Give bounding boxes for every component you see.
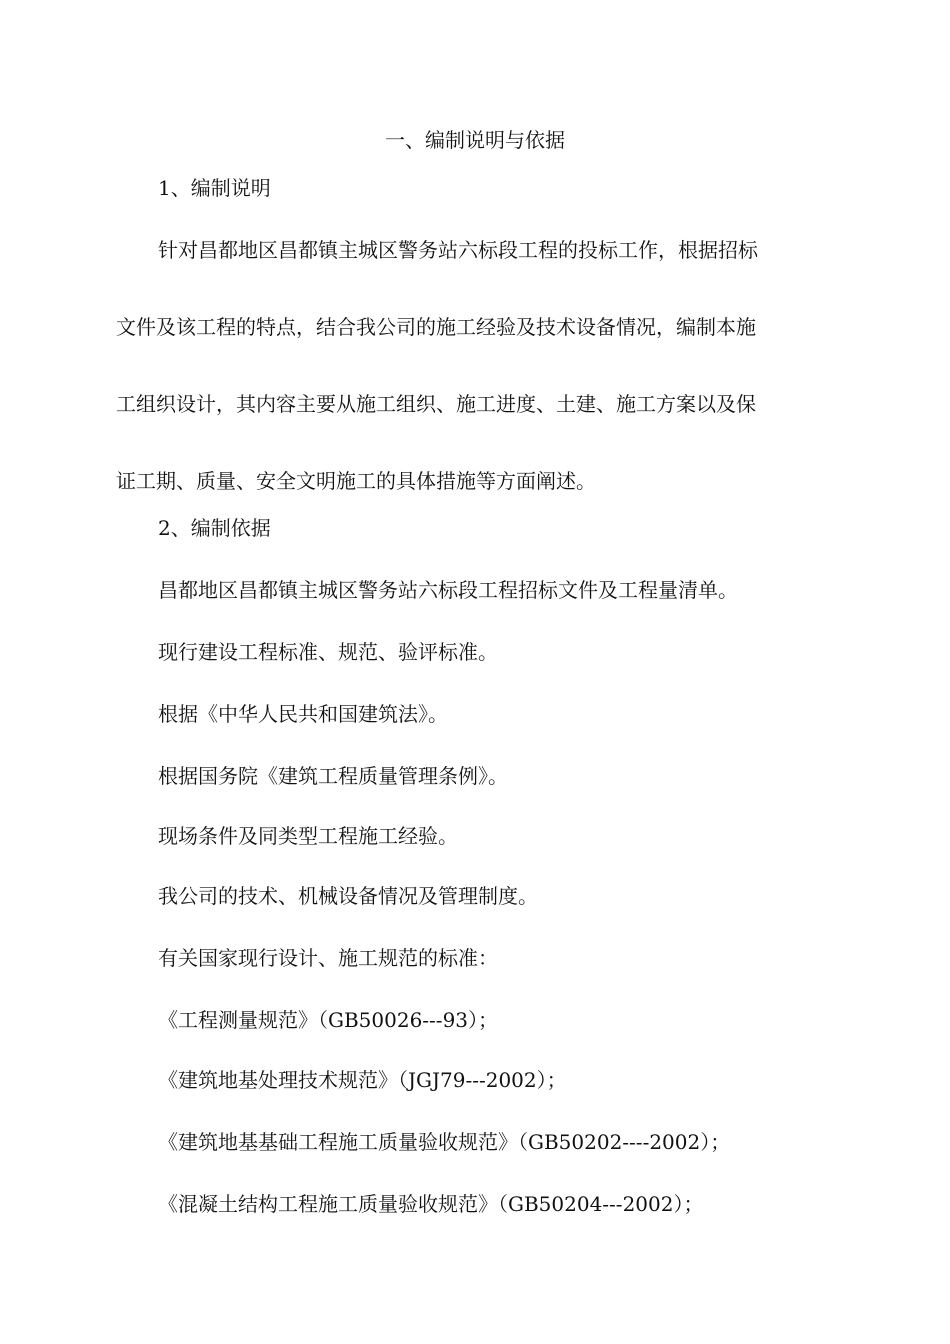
paragraph-line: 文件及该工程的特点，结合我公司的施工经验及技术设备情况，编制本施 (116, 315, 756, 339)
basis-item: 现行建设工程标准、规范、验评标准。 (158, 640, 498, 664)
standard-item: 《建筑地基处理技术规范》（JGJ79---2002）； (158, 1068, 567, 1092)
paragraph-line: 证工期、质量、安全文明施工的具体措施等方面阐述。 (116, 469, 596, 493)
standard-item: 《混凝土结构工程施工质量验收规范》（GB50204---2002）； (158, 1192, 704, 1216)
basis-item: 根据《中华人民共和国建筑法》。 (158, 702, 448, 726)
basis-item: 现场条件及同类型工程施工经验。 (158, 824, 458, 848)
section-1-paragraph (116, 234, 838, 497)
section-heading-1: 1、编制说明 (158, 176, 271, 200)
basis-item: 根据国务院《建筑工程质量管理条例》。 (158, 764, 508, 788)
standard-item: 《建筑地基基础工程施工质量验收规范》（GB50202----2002）； (158, 1130, 731, 1154)
basis-item: 昌都地区昌都镇主城区警务站六标段工程招标文件及工程量清单。 (158, 578, 738, 602)
page-title: 一、编制说明与依据 (385, 128, 565, 152)
section-heading-2: 2、编制依据 (158, 516, 271, 540)
basis-item: 有关国家现行设计、施工规范的标准： (158, 946, 498, 970)
basis-item: 我公司的技术、机械设备情况及管理制度。 (158, 884, 538, 908)
paragraph-line: 针对昌都地区昌都镇主城区警务站六标段工程的投标工作，根据招标 (158, 238, 758, 262)
standard-item: 《工程测量规范》（GB50026---93）； (158, 1008, 499, 1032)
paragraph-line: 工组织设计，其内容主要从施工组织、施工进度、土建、施工方案以及保 (116, 392, 756, 416)
